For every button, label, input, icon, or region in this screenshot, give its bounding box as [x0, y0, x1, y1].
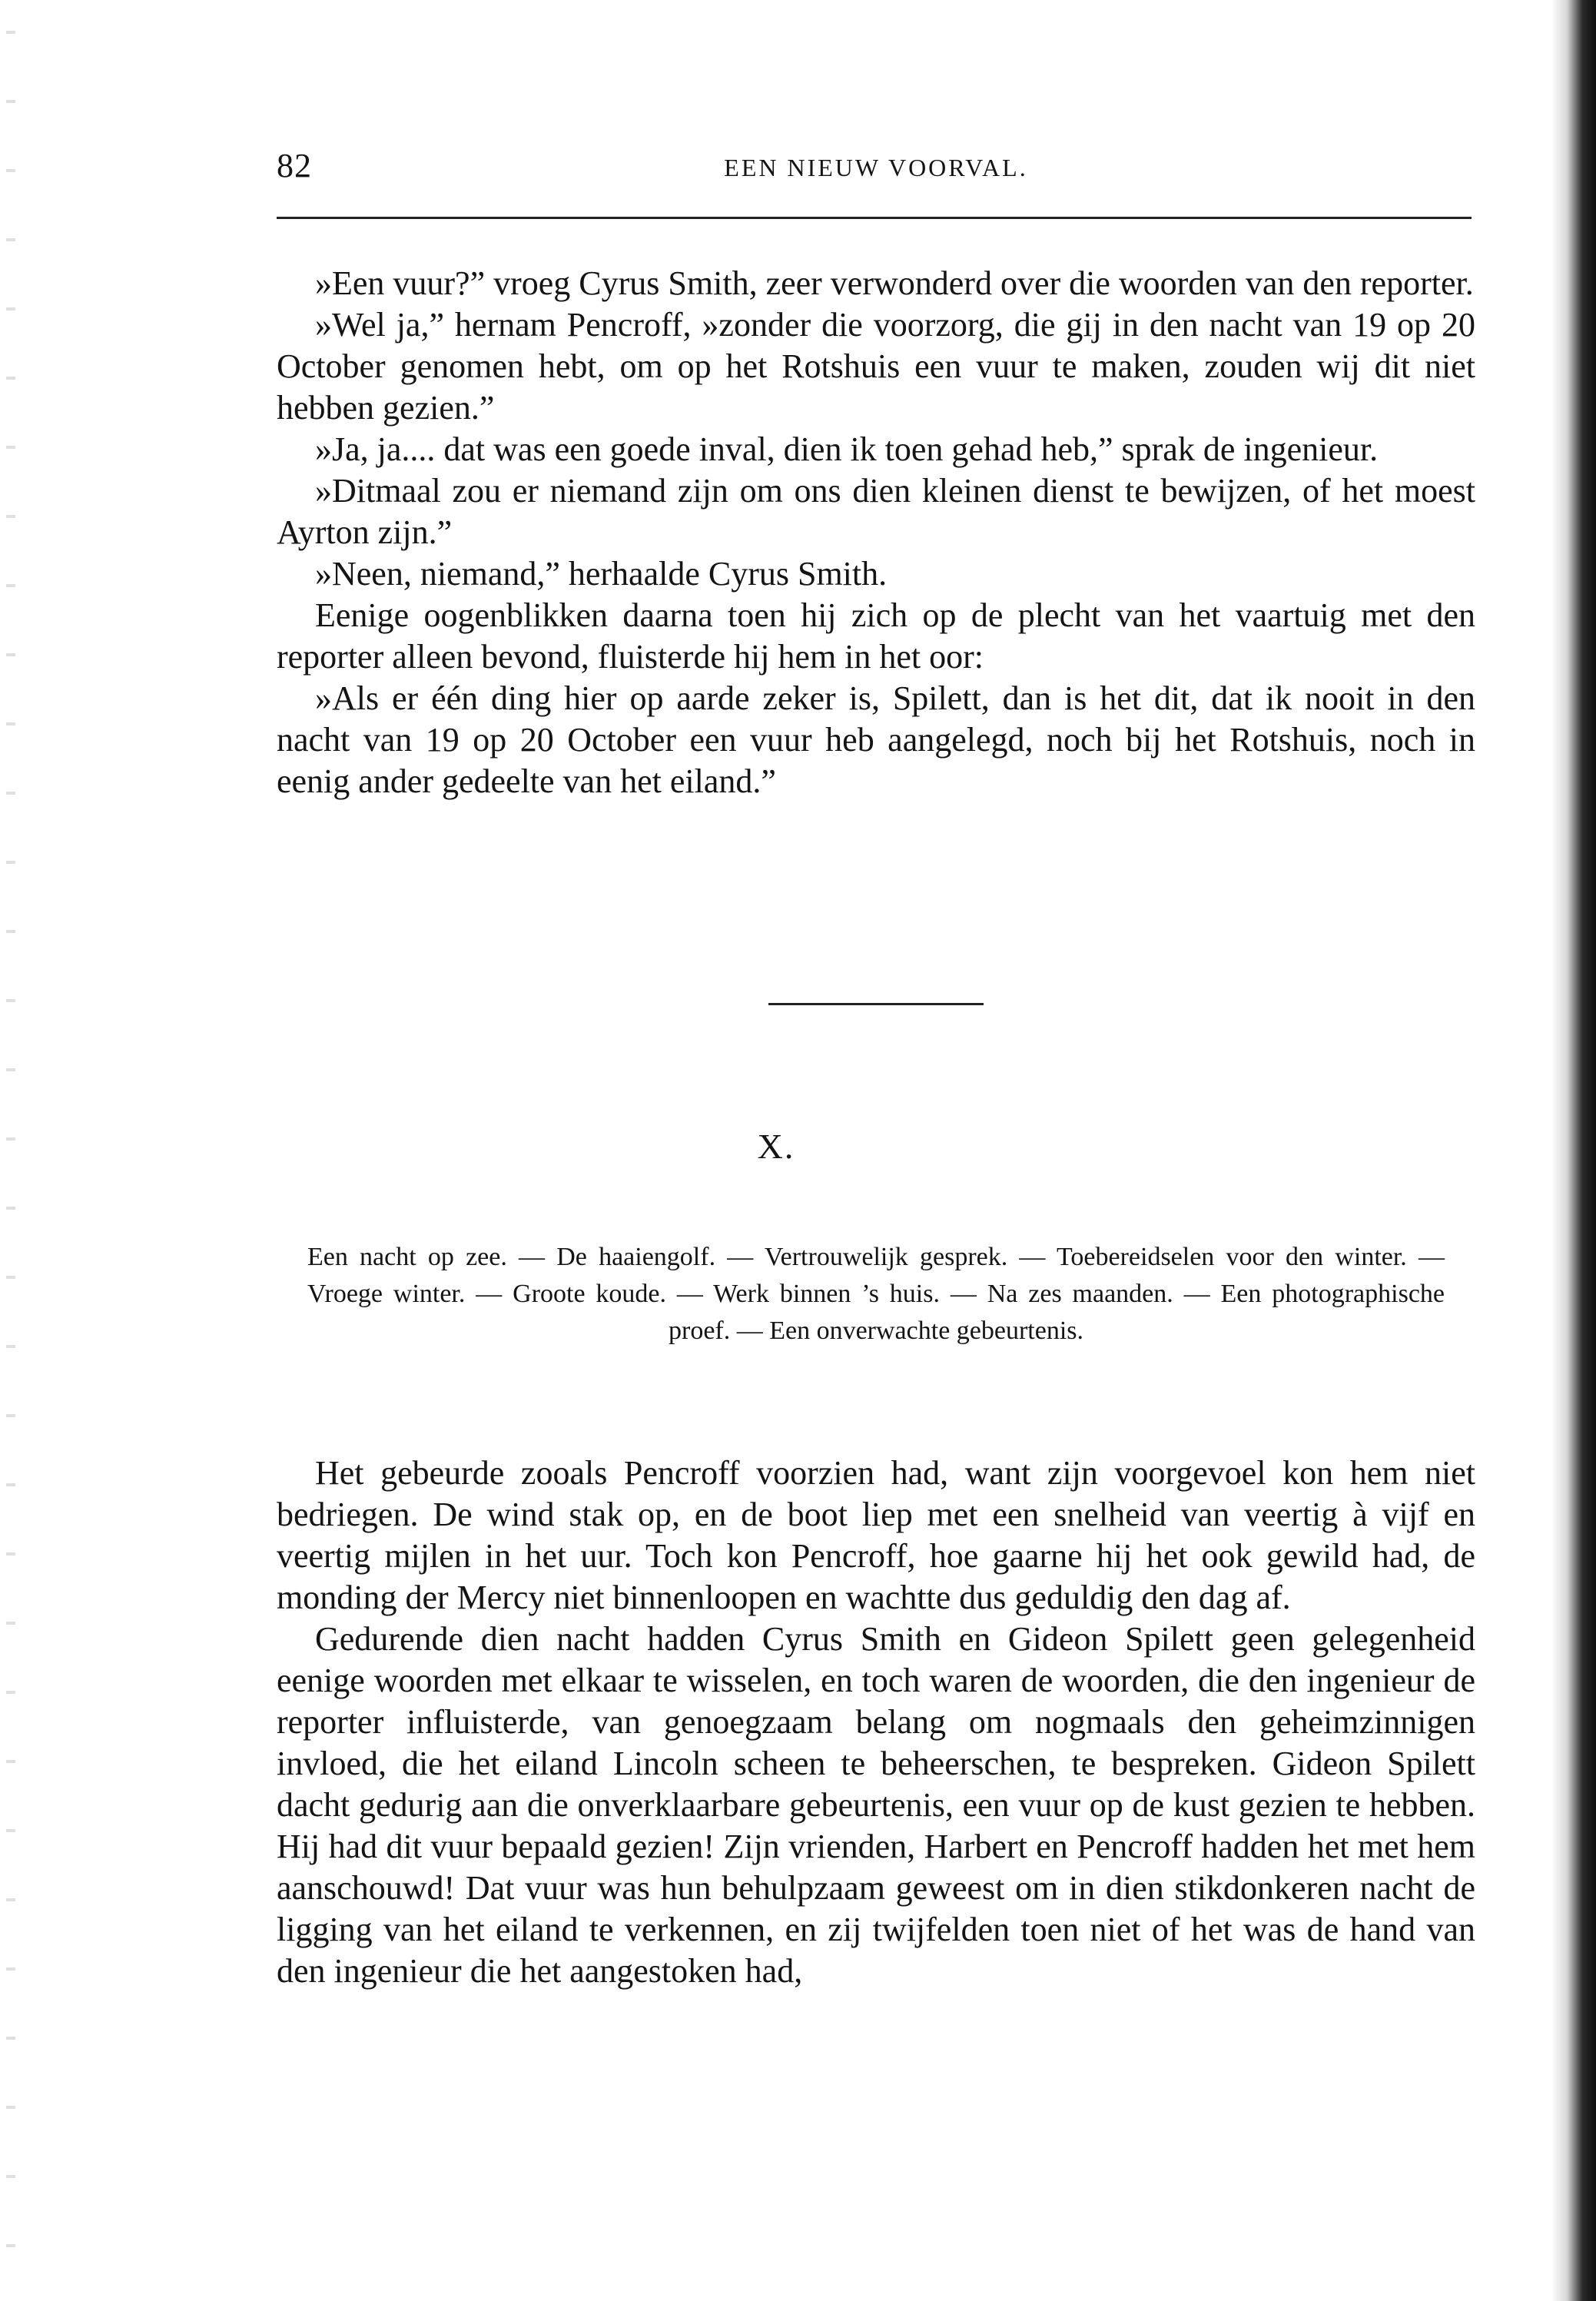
text-block-top	[277, 263, 1475, 802]
chapter-summary: Een nacht op zee. — De haaiengolf. — Vertrouwelijk gesprek. — Toebereidselen voor den winter. — Vroege winter. — Groote koude. — Werk binnen ’s huis. — Na zes maanden. — Een photographische proef. — Een onverwachte gebeurtenis.	[307, 1243, 1445, 1345]
paragraph: »Ja, ja.... dat was een goede inval, dien ik toen gehad heb,” sprak de ingenieur.	[315, 430, 1379, 468]
running-title: EEN NIEUW VOORVAL.	[724, 154, 1028, 181]
paragraph: »Een vuur?” vroeg Cyrus Smith, zeer verwonderd over die woorden van den reporter.	[315, 264, 1474, 302]
paragraph: Het gebeurde zooals Pencroff voorzien had, want zijn voorgevoel kon hem niet bedriegen. De wind stak op, en de boot liep met een snelheid van veertig à vijf en veertig mijlen in het uur. Toch kon Pencroff, hoe gaarne hij het ook gewild had, de monding der Mercy niet binnenloopen en wachtte dus geduldig den dag af.	[277, 1454, 1475, 1616]
header-rule	[277, 217, 1472, 219]
paragraph: »Neen, niemand,” herhaalde Cyrus Smith.	[315, 555, 888, 593]
text-block-bottom	[277, 1453, 1475, 1992]
book-page-edge	[1551, 0, 1596, 2301]
page-header	[277, 146, 1475, 192]
section-divider	[768, 1003, 984, 1005]
paragraph: »Ditmaal zou er niemand zijn om ons dien kleinen dienst te bewijzen, of het moest Ayrton zijn.”	[277, 472, 1475, 551]
chapter-heading: X.	[757, 1127, 795, 1166]
paragraph: Gedurende dien nacht hadden Cyrus Smith en Gideon Spilett geen gelegenheid eenige woorden met elkaar te wisselen, en toch waren de woorden, die den ingenieur de reporter influisterde, van genoegzaam belang om nogmaals den geheimzinnigen invloed, die het eiland Lincoln scheen te beheerschen, te bespreken. Gideon Spilett dacht gedurig aan die onverklaarbare gebeurtenis, een vuur op de kust gezien te hebben. Hij had dit vuur bepaald gezien! Zijn vrienden, Harbert en Pencroff hadden het met hem aanschouwd! Dat vuur was hun behulpzaam geweest om in dien stikdonkeren nacht de ligging van het eiland te verkennen, en zij twijfelden toen niet of het was de hand van den ingenieur die het aangestoken had,	[277, 1620, 1475, 1990]
page-number: 82	[277, 147, 312, 184]
paragraph: »Wel ja,” hernam Pencroff, »zonder die voorzorg, die gij in den nacht van 19 op 20 October genomen hebt, om op het Rotshuis een vuur te maken, zouden wij dit niet hebben gezien.”	[277, 306, 1475, 427]
paragraph: Eenige oogenblikken daarna toen hij zich op de plecht van het vaartuig met den reporter alleen bevond, fluisterde hij hem in het oor:	[277, 596, 1475, 676]
paragraph: »Als er één ding hier op aarde zeker is, Spilett, dan is het dit, dat ik nooit in den nacht van 19 op 20 October een vuur heb aangelegd, noch bij het Rotshuis, noch in eenig ander gedeelte van het eiland.”	[277, 679, 1475, 800]
